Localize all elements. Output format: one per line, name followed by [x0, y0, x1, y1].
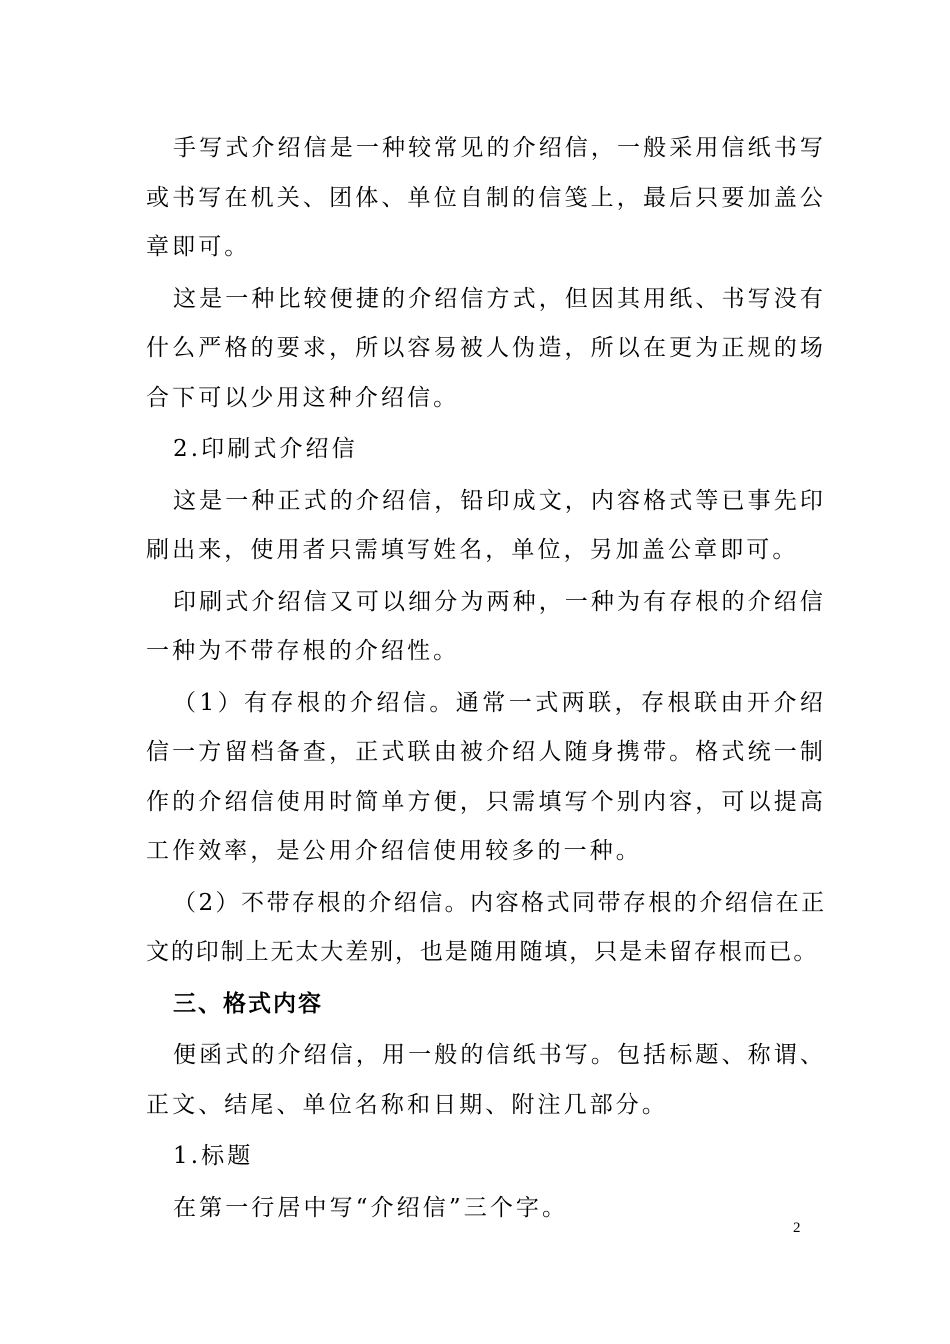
paragraph-with-stub: （1）有存根的介绍信。通常一式两联，存根联由开介绍信一方留档备查，正式联由被介绍人随身携带。格式统一制作的介绍信使用时简单方便，只需填写个别内容，可以提高工作效率，是公用介绍信使用较多的一种。 [146, 689, 826, 864]
paragraph-printed-types: 印刷式介绍信又可以细分为两种，一种为有存根的介绍信一种为不带存根的介绍性。 [146, 588, 826, 664]
section-heading-format: 三、格式内容 [173, 990, 323, 1017]
subheading-printed-letter: 2.印刷式介绍信 [173, 436, 358, 462]
paragraph-printed-intro: 这是一种正式的介绍信，铅印成文，内容格式等已事先印刷出来，使用者只需填写姓名，单位，另加盖公章即可。 [146, 487, 826, 563]
subheading-title: 1.标题 [173, 1143, 254, 1169]
page-number: 2 [793, 1220, 801, 1236]
paragraph-handwritten-drawback: 这是一种比较便捷的介绍信方式，但因其用纸、书写没有什么严格的要求，所以容易被人伪造，所以在更为正规的场合下可以少用这种介绍信。 [146, 285, 826, 411]
paragraph-handwritten-intro: 手写式介绍信是一种较常见的介绍信，一般采用信纸书写或书写在机关、团体、单位自制的信笺上，最后只要加盖公章即可。 [146, 135, 826, 260]
paragraph-title-rule: 在第一行居中写“介绍信”三个字。 [173, 1194, 569, 1221]
paragraph-without-stub: （2）不带存根的介绍信。内容格式同带存根的介绍信在正文的印制上无太大差别，也是随用随填，只是未留存根而已。 [146, 889, 826, 965]
paragraph-format-overview: 便函式的介绍信，用一般的信纸书写。包括标题、称谓、正文、结尾、单位名称和日期、附注几部分。 [146, 1042, 826, 1118]
document-body [146, 124, 826, 1235]
